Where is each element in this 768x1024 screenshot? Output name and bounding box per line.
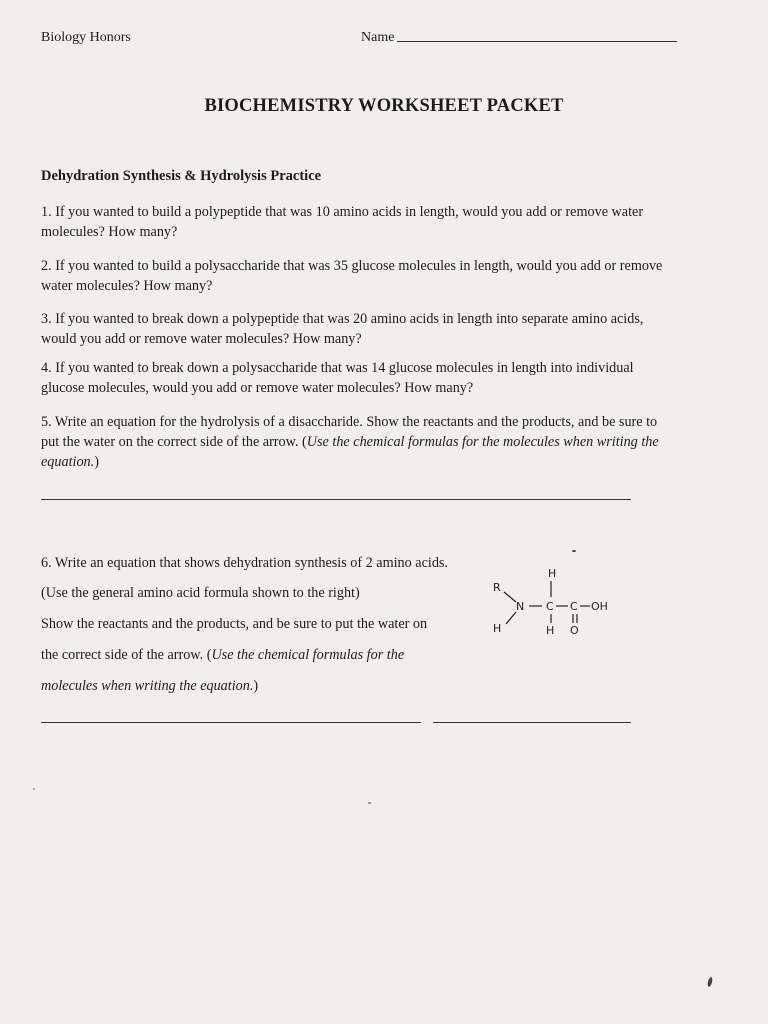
question-5 (41, 412, 721, 472)
question-5-line-2 (41, 432, 721, 452)
diagram-c-alpha: C (546, 600, 554, 613)
question-3-line-1: 3. If you wanted to break down a polypeptide that was 20 amino acids in length into separate amino acids, (41, 311, 644, 327)
question-4 (41, 358, 721, 398)
diagram-oh: OH (591, 600, 608, 613)
question-3 (41, 309, 721, 349)
question-5-line-3-plain: ) (94, 454, 99, 470)
question-6-line-4-italic: Use the chemical formulas for the (211, 647, 405, 663)
question-3-line-2: would you add or remove water molecules? How many? (41, 331, 362, 347)
question-5-line-3-italic: equation. (41, 454, 95, 470)
question-2 (41, 256, 721, 296)
bond-r-n (504, 592, 516, 602)
name-blank-line (397, 41, 677, 42)
question-1-line-1: 1. If you wanted to build a polypeptide that was 10 amino acids in length, would you add or remove water (41, 204, 644, 220)
diagram-h-top: H (548, 567, 557, 580)
page-title: BIOCHEMISTRY WORKSHEET PACKET (204, 96, 564, 116)
diagram-n: N (516, 600, 525, 613)
question-5-line-3 (41, 452, 721, 472)
question-1 (41, 202, 721, 242)
question-4-line-2: glucose molecules, would you add or remove water molecules? How many? (41, 380, 474, 396)
question-4-line-1: 4. If you wanted to break down a polysaccharide that was 14 glucose molecules in length into individual (41, 360, 634, 376)
question-5-line-2-plain: put the water on the correct side of the arrow. ( (41, 434, 307, 450)
question-5-line-1: 5. Write an equation for the hydrolysis of a disaccharide. Show the reactants and the products, and be sure to (41, 414, 658, 430)
scan-mark (707, 977, 713, 988)
scan-speck (33, 788, 35, 790)
answer-line-5 (41, 499, 631, 500)
question-6-line-4-plain: the correct side of the arrow. ( (41, 647, 212, 663)
diagram-c-carboxyl: C (570, 600, 578, 613)
question-2-line-2: water molecules? How many? (41, 278, 213, 294)
scan-speck (572, 550, 576, 552)
question-2-line-1: 2. If you wanted to build a polysaccharide that was 35 glucose molecules in length, would you add or remove (41, 258, 663, 274)
question-6-line-5-plain: ) (253, 678, 259, 694)
diagram-o: O (570, 624, 579, 637)
diagram-h-bottom: H (546, 624, 555, 637)
question-6-line-2: (Use the general amino acid formula shown to the right) (41, 585, 360, 601)
diagram-h-left: H (493, 622, 502, 635)
question-1-line-2: molecules? How many? (41, 224, 178, 240)
amino-acid-diagram (486, 564, 626, 644)
section-heading: Dehydration Synthesis & Hydrolysis Practice (41, 168, 322, 184)
question-5-line-2-italic: Use the chemical formulas for the molecules when writing the (306, 434, 659, 450)
question-6-line-3: Show the reactants and the products, and be sure to put the water on (41, 616, 428, 632)
bond-h-n (506, 612, 516, 624)
answer-line-6-right (433, 722, 631, 723)
question-6-line-4 (41, 647, 404, 664)
diagram-r: R (493, 581, 501, 594)
answer-line-6-left (41, 722, 421, 723)
question-6-line-5-italic: molecules when writing the equation. (41, 678, 254, 694)
name-label: Name (361, 30, 395, 45)
scan-speck (368, 802, 371, 804)
course-label: Biology Honors (41, 30, 131, 45)
question-6-line-1: 6. Write an equation that shows dehydration synthesis of 2 amino acids. (41, 555, 448, 571)
question-6-line-5 (41, 678, 258, 695)
